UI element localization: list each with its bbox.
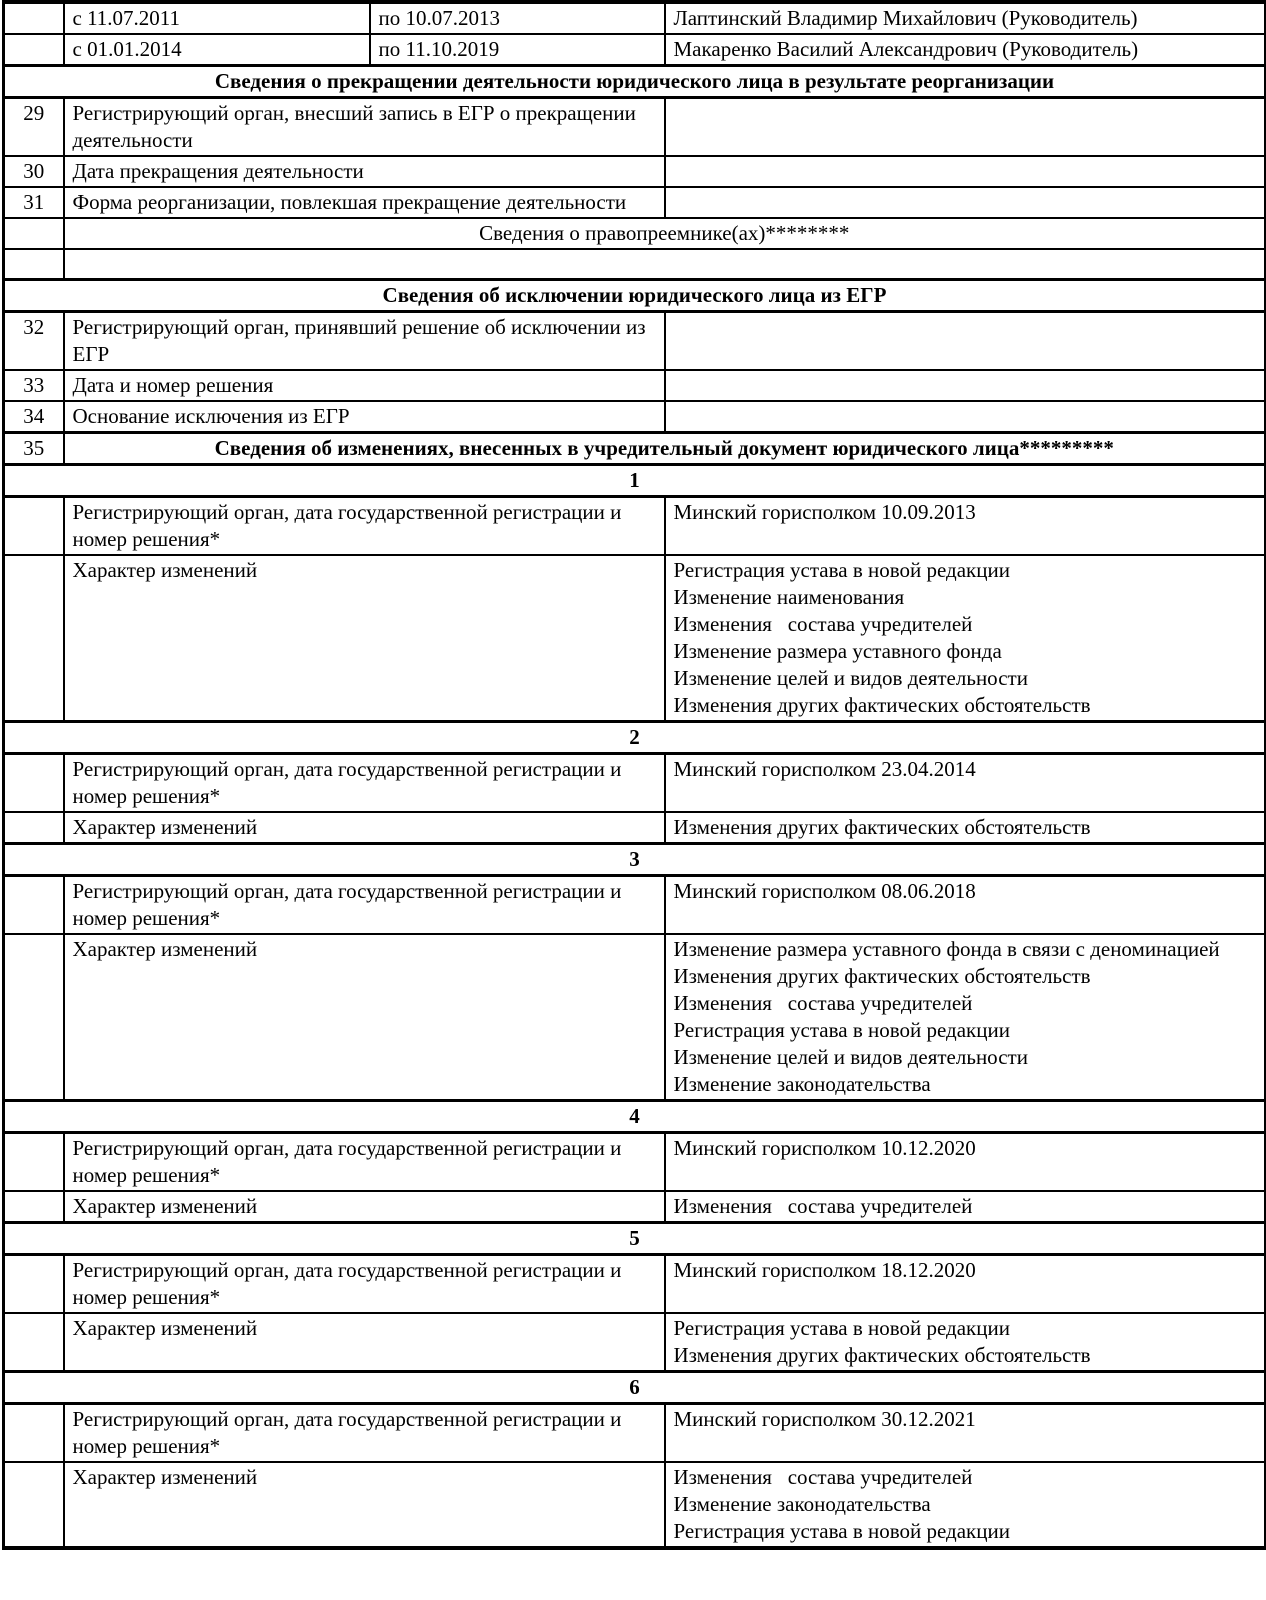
label-cell: Регистрирующий орган, внесший запись в ЕГР о прекращении деятельности bbox=[64, 98, 665, 157]
row-number-cell bbox=[4, 555, 64, 722]
change-line: Изменение наименования bbox=[673, 585, 905, 609]
person-cell: Макаренко Василий Александрович (Руководитель) bbox=[665, 34, 1266, 66]
period-to-cell: по 11.10.2019 bbox=[370, 34, 665, 66]
registration-value-cell: Минский горисполком 10.12.2020 bbox=[665, 1133, 1266, 1192]
table-row-29 bbox=[4, 98, 1266, 157]
entry-5-changes-row bbox=[4, 1313, 1266, 1372]
registration-value-cell: Минский горисполком 18.12.2020 bbox=[665, 1255, 1266, 1314]
value-cell bbox=[665, 156, 1266, 187]
table-row-34 bbox=[4, 401, 1266, 433]
period-from-cell: с 01.01.2014 bbox=[64, 34, 370, 66]
label-cell: Основание исключения из ЕГР bbox=[64, 401, 665, 433]
change-line: Регистрация устава в новой редакции bbox=[673, 1316, 1010, 1340]
table-row-30 bbox=[4, 156, 1266, 187]
row-number-cell bbox=[4, 1462, 64, 1548]
change-line: Изменения состава учредителей bbox=[673, 1465, 973, 1489]
entry-number: 3 bbox=[4, 844, 1266, 876]
entry-number: 5 bbox=[4, 1223, 1266, 1255]
value-cell bbox=[665, 187, 1266, 218]
label-cell: Дата прекращения деятельности bbox=[64, 156, 665, 187]
entry-1-number-row bbox=[4, 465, 1266, 497]
change-line: Регистрация устава в новой редакции bbox=[673, 1018, 1010, 1042]
change-line: Изменение законодательства bbox=[673, 1072, 931, 1096]
entry-6-number-row bbox=[4, 1372, 1266, 1404]
value-cell bbox=[665, 312, 1266, 371]
changes-value-cell bbox=[665, 1191, 1266, 1223]
registration-label-cell: Регистрирующий орган, дата государственной регистрации и номер решения* bbox=[64, 1133, 665, 1192]
registration-value-cell: Минский горисполком 30.12.2021 bbox=[665, 1404, 1266, 1463]
changes-label-cell: Характер изменений bbox=[64, 1191, 665, 1223]
row-number-cell: 30 bbox=[4, 156, 64, 187]
changes-value-cell bbox=[665, 1313, 1266, 1372]
change-line: Изменения состава учредителей bbox=[673, 1194, 973, 1218]
row-number-cell bbox=[4, 1313, 64, 1372]
section-header: Сведения об изменениях, внесенных в учредительный документ юридического лица********* bbox=[64, 433, 1266, 465]
egr-extract-table bbox=[2, 0, 1266, 1550]
label-cell: Дата и номер решения bbox=[64, 370, 665, 401]
change-line: Изменение законодательства bbox=[673, 1492, 931, 1516]
successor-value-cell bbox=[64, 249, 1266, 280]
changes-label-cell: Характер изменений bbox=[64, 555, 665, 722]
period-to-cell: по 10.07.2013 bbox=[370, 2, 665, 34]
row-number-cell bbox=[4, 497, 64, 556]
row-number-cell bbox=[4, 812, 64, 844]
entry-6-changes-row bbox=[4, 1462, 1266, 1548]
row-number-cell bbox=[4, 218, 64, 249]
change-line: Изменения других фактических обстоятельств bbox=[673, 964, 1091, 988]
change-line: Изменения других фактических обстоятельств bbox=[673, 815, 1091, 839]
label-cell: Регистрирующий орган, принявший решение об исключении из ЕГР bbox=[64, 312, 665, 371]
value-cell bbox=[665, 98, 1266, 157]
registration-label-cell: Регистрирующий орган, дата государственной регистрации и номер решения* bbox=[64, 754, 665, 813]
registration-label-cell: Регистрирующий орган, дата государственной регистрации и номер решения* bbox=[64, 876, 665, 935]
change-line: Изменения других фактических обстоятельств bbox=[673, 693, 1091, 717]
changes-value-cell bbox=[665, 934, 1266, 1101]
change-line: Изменение целей и видов деятельности bbox=[673, 666, 1028, 690]
amendments-section-header-row bbox=[4, 433, 1266, 465]
entry-1-registration-row bbox=[4, 497, 1266, 556]
section-header: Сведения об исключении юридического лица из ЕГР bbox=[4, 280, 1266, 312]
row-number-cell: 32 bbox=[4, 312, 64, 371]
label-cell: Форма реорганизации, повлекшая прекращение деятельности bbox=[64, 187, 665, 218]
exclusion-section-header-row bbox=[4, 280, 1266, 312]
table-row-31 bbox=[4, 187, 1266, 218]
row-number-cell bbox=[4, 876, 64, 935]
change-line: Регистрация устава в новой редакции bbox=[673, 1519, 1010, 1543]
value-cell bbox=[665, 370, 1266, 401]
registration-label-cell: Регистрирующий орган, дата государственной регистрации и номер решения* bbox=[64, 1255, 665, 1314]
row-number-cell bbox=[4, 249, 64, 280]
entry-3-registration-row bbox=[4, 876, 1266, 935]
changes-value-cell bbox=[665, 555, 1266, 722]
person-cell: Лаптинский Владимир Михайлович (Руководитель) bbox=[665, 2, 1266, 34]
section-header: Сведения о прекращении деятельности юридического лица в результате реорганизации bbox=[4, 66, 1266, 98]
registration-value-cell: Минский горисполком 10.09.2013 bbox=[665, 497, 1266, 556]
period-row bbox=[4, 2, 1266, 34]
registration-value-cell: Минский горисполком 23.04.2014 bbox=[665, 754, 1266, 813]
change-line: Изменения других фактических обстоятельств bbox=[673, 1343, 1091, 1367]
registration-label-cell: Регистрирующий орган, дата государственной регистрации и номер решения* bbox=[64, 497, 665, 556]
successor-value-row bbox=[4, 249, 1266, 280]
row-number-cell: 34 bbox=[4, 401, 64, 433]
registration-label-cell: Регистрирующий орган, дата государственной регистрации и номер решения* bbox=[64, 1404, 665, 1463]
table-row-33 bbox=[4, 370, 1266, 401]
entry-5-number-row bbox=[4, 1223, 1266, 1255]
row-number-cell: 35 bbox=[4, 433, 64, 465]
registration-value-cell: Минский горисполком 08.06.2018 bbox=[665, 876, 1266, 935]
changes-label-cell: Характер изменений bbox=[64, 812, 665, 844]
entry-2-registration-row bbox=[4, 754, 1266, 813]
entry-3-number-row bbox=[4, 844, 1266, 876]
entry-2-number-row bbox=[4, 722, 1266, 754]
row-number-cell bbox=[4, 34, 64, 66]
entry-number: 6 bbox=[4, 1372, 1266, 1404]
row-number-cell bbox=[4, 1191, 64, 1223]
change-line: Изменение целей и видов деятельности bbox=[673, 1045, 1028, 1069]
period-row bbox=[4, 34, 1266, 66]
value-cell bbox=[665, 401, 1266, 433]
changes-value-cell bbox=[665, 812, 1266, 844]
entry-2-changes-row bbox=[4, 812, 1266, 844]
change-line: Изменение размера уставного фонда в связи с деноминацией bbox=[673, 937, 1220, 961]
row-number-cell: 33 bbox=[4, 370, 64, 401]
entry-4-number-row bbox=[4, 1101, 1266, 1133]
row-number-cell bbox=[4, 1255, 64, 1314]
changes-label-cell: Характер изменений bbox=[64, 1313, 665, 1372]
entry-number: 1 bbox=[4, 465, 1266, 497]
entry-number: 2 bbox=[4, 722, 1266, 754]
row-number-cell bbox=[4, 1404, 64, 1463]
row-number-cell: 31 bbox=[4, 187, 64, 218]
successor-header: Сведения о правопреемнике(ах)******** bbox=[64, 218, 1266, 249]
entry-number: 4 bbox=[4, 1101, 1266, 1133]
change-line: Изменения состава учредителей bbox=[673, 991, 973, 1015]
entry-4-changes-row bbox=[4, 1191, 1266, 1223]
entry-3-changes-row bbox=[4, 934, 1266, 1101]
row-number-cell: 29 bbox=[4, 98, 64, 157]
row-number-cell bbox=[4, 754, 64, 813]
entry-1-changes-row bbox=[4, 555, 1266, 722]
period-from-cell: с 11.07.2011 bbox=[64, 2, 370, 34]
changes-value-cell bbox=[665, 1462, 1266, 1548]
entry-6-registration-row bbox=[4, 1404, 1266, 1463]
termination-section-header-row bbox=[4, 66, 1266, 98]
entry-4-registration-row bbox=[4, 1133, 1266, 1192]
change-line: Регистрация устава в новой редакции bbox=[673, 558, 1010, 582]
table-row-32 bbox=[4, 312, 1266, 371]
change-line: Изменения состава учредителей bbox=[673, 612, 973, 636]
row-number-cell bbox=[4, 934, 64, 1101]
changes-label-cell: Характер изменений bbox=[64, 1462, 665, 1548]
successor-header-row bbox=[4, 218, 1266, 249]
entry-5-registration-row bbox=[4, 1255, 1266, 1314]
changes-label-cell: Характер изменений bbox=[64, 934, 665, 1101]
change-line: Изменение размера уставного фонда bbox=[673, 639, 1002, 663]
row-number-cell bbox=[4, 1133, 64, 1192]
row-number-cell bbox=[4, 2, 64, 34]
